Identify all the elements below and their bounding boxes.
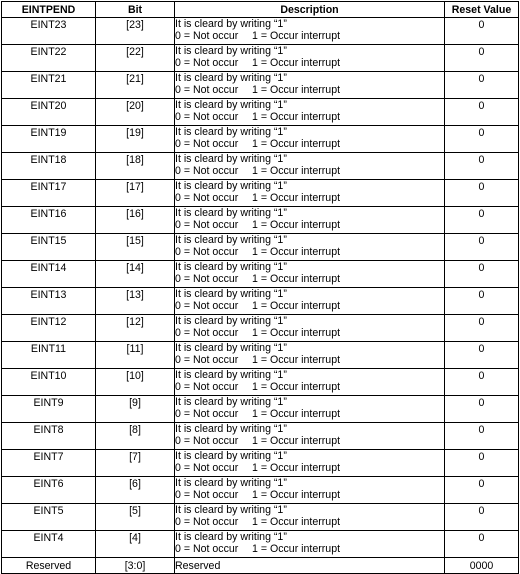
cell-reset-value: 0 [445, 315, 519, 342]
cell-bit: [22] [96, 45, 175, 72]
cell-description [175, 126, 445, 153]
cell-description: Reserved [175, 558, 445, 574]
description-values [175, 300, 444, 312]
cell-name: EINT15 [2, 234, 96, 261]
value-one-text: 1 = Occur interrupt [252, 354, 341, 366]
description-values [175, 30, 444, 42]
cell-description [175, 72, 445, 99]
cell-reset-value: 0 [445, 261, 519, 288]
value-one-text: 1 = Occur interrupt [252, 246, 341, 258]
eintpend-register-table [1, 1, 519, 574]
description-values [175, 111, 444, 123]
description-values [175, 543, 444, 555]
description-values [175, 192, 444, 204]
description-values [175, 354, 444, 366]
cell-reset-value: 0 [445, 504, 519, 531]
cell-reset-value: 0 [445, 207, 519, 234]
cell-bit: [15] [96, 234, 175, 261]
cell-description [175, 18, 445, 45]
value-one-text: 1 = Occur interrupt [252, 300, 341, 312]
cell-description [175, 261, 445, 288]
value-one-text: 1 = Occur interrupt [252, 219, 341, 231]
value-zero-text: 0 = Not occur [175, 408, 239, 420]
value-one-text: 1 = Occur interrupt [252, 84, 341, 96]
cell-description [175, 153, 445, 180]
description-line: It is cleard by writing “1” [175, 450, 287, 462]
value-zero-text: 0 = Not occur [175, 327, 239, 339]
value-zero-text: 0 = Not occur [175, 219, 239, 231]
cell-bit: [14] [96, 261, 175, 288]
cell-name: EINT17 [2, 180, 96, 207]
cell-bit: [18] [96, 153, 175, 180]
cell-name: EINT10 [2, 369, 96, 396]
value-one-text: 1 = Occur interrupt [252, 516, 341, 528]
cell-reset-value: 0 [445, 126, 519, 153]
cell-reset-value: 0 [445, 72, 519, 99]
cell-reset-value: 0 [445, 153, 519, 180]
value-zero-text: 0 = Not occur [175, 543, 239, 555]
table-header-row [2, 2, 519, 18]
header-eintpend: EINTPEND [2, 2, 96, 18]
cell-name: EINT14 [2, 261, 96, 288]
value-zero-text: 0 = Not occur [175, 165, 239, 177]
value-one-text: 1 = Occur interrupt [252, 408, 341, 420]
description-line: It is cleard by writing “1” [175, 423, 287, 435]
cell-reset-value: 0 [445, 369, 519, 396]
cell-reset-value: 0 [445, 477, 519, 504]
table-row [2, 315, 519, 342]
description-values [175, 219, 444, 231]
value-zero-text: 0 = Not occur [175, 84, 239, 96]
description-line: It is cleard by writing “1” [175, 477, 287, 489]
value-one-text: 1 = Occur interrupt [252, 138, 341, 150]
description-values [175, 516, 444, 528]
value-one-text: 1 = Occur interrupt [252, 57, 341, 69]
cell-description [175, 234, 445, 261]
cell-name: EINT6 [2, 477, 96, 504]
table-row [2, 99, 519, 126]
description-line: It is cleard by writing “1” [175, 234, 287, 246]
cell-description [175, 180, 445, 207]
cell-reset-value: 0 [445, 99, 519, 126]
cell-description [175, 531, 445, 558]
value-zero-text: 0 = Not occur [175, 192, 239, 204]
header-reset-value: Reset Value [445, 2, 519, 18]
cell-reset-value: 0 [445, 45, 519, 72]
cell-bit: [23] [96, 18, 175, 45]
cell-bit: [21] [96, 72, 175, 99]
value-one-text: 1 = Occur interrupt [252, 327, 341, 339]
description-values [175, 462, 444, 474]
description-line: It is cleard by writing “1” [175, 45, 287, 57]
description-values [175, 408, 444, 420]
table-row [2, 126, 519, 153]
cell-description [175, 288, 445, 315]
description-values [175, 57, 444, 69]
table-row [2, 153, 519, 180]
table-row [2, 18, 519, 45]
description-line: It is cleard by writing “1” [175, 18, 287, 30]
cell-reset-value: 0 [445, 288, 519, 315]
table-row [2, 180, 519, 207]
cell-description [175, 45, 445, 72]
cell-name: EINT12 [2, 315, 96, 342]
cell-bit: [3:0] [96, 558, 175, 574]
cell-name: EINT5 [2, 504, 96, 531]
value-one-text: 1 = Occur interrupt [252, 192, 341, 204]
cell-description [175, 396, 445, 423]
table-row [2, 531, 519, 558]
cell-description [175, 207, 445, 234]
value-zero-text: 0 = Not occur [175, 354, 239, 366]
description-line: It is cleard by writing “1” [175, 369, 287, 381]
value-one-text: 1 = Occur interrupt [252, 462, 341, 474]
cell-bit: [19] [96, 126, 175, 153]
description-line: It is cleard by writing “1” [175, 207, 287, 219]
table-row [2, 342, 519, 369]
value-zero-text: 0 = Not occur [175, 489, 239, 501]
cell-description [175, 450, 445, 477]
cell-bit: [11] [96, 342, 175, 369]
value-zero-text: 0 = Not occur [175, 273, 239, 285]
table-row [2, 261, 519, 288]
cell-name: Reserved [2, 558, 96, 574]
table-row [2, 234, 519, 261]
table-body [2, 18, 519, 574]
value-zero-text: 0 = Not occur [175, 111, 239, 123]
description-line: It is cleard by writing “1” [175, 396, 287, 408]
cell-bit: [8] [96, 423, 175, 450]
table-row [2, 369, 519, 396]
cell-bit: [12] [96, 315, 175, 342]
cell-name: EINT4 [2, 531, 96, 558]
table-row [2, 450, 519, 477]
value-zero-text: 0 = Not occur [175, 138, 239, 150]
cell-bit: [13] [96, 288, 175, 315]
table-row [2, 45, 519, 72]
cell-name: EINT23 [2, 18, 96, 45]
cell-name: EINT22 [2, 45, 96, 72]
cell-name: EINT9 [2, 396, 96, 423]
cell-name: EINT21 [2, 72, 96, 99]
description-values [175, 138, 444, 150]
cell-bit: [7] [96, 450, 175, 477]
description-line: It is cleard by writing “1” [175, 180, 287, 192]
value-zero-text: 0 = Not occur [175, 462, 239, 474]
value-zero-text: 0 = Not occur [175, 435, 239, 447]
cell-reset-value: 0 [445, 342, 519, 369]
cell-reset-value: 0 [445, 234, 519, 261]
cell-name: EINT13 [2, 288, 96, 315]
description-line: It is cleard by writing “1” [175, 504, 287, 516]
description-values [175, 435, 444, 447]
description-values [175, 246, 444, 258]
header-bit: Bit [96, 2, 175, 18]
table-row [2, 72, 519, 99]
cell-name: EINT20 [2, 99, 96, 126]
description-line: It is cleard by writing “1” [175, 72, 287, 84]
value-one-text: 1 = Occur interrupt [252, 30, 341, 42]
cell-bit: [9] [96, 396, 175, 423]
cell-bit: [6] [96, 477, 175, 504]
cell-name: EINT16 [2, 207, 96, 234]
cell-reset-value: 0 [445, 423, 519, 450]
value-one-text: 1 = Occur interrupt [252, 165, 341, 177]
cell-name: EINT19 [2, 126, 96, 153]
cell-reset-value: 0 [445, 18, 519, 45]
cell-bit: [17] [96, 180, 175, 207]
description-line: It is cleard by writing “1” [175, 261, 287, 273]
table-row [2, 288, 519, 315]
cell-reset-value: 0 [445, 396, 519, 423]
value-zero-text: 0 = Not occur [175, 30, 239, 42]
cell-name: EINT18 [2, 153, 96, 180]
description-line: It is cleard by writing “1” [175, 288, 287, 300]
cell-bit: [5] [96, 504, 175, 531]
description-values [175, 165, 444, 177]
value-one-text: 1 = Occur interrupt [252, 381, 341, 393]
cell-reset-value: 0 [445, 450, 519, 477]
cell-description [175, 99, 445, 126]
cell-description [175, 477, 445, 504]
cell-description [175, 504, 445, 531]
table-row [2, 504, 519, 531]
value-one-text: 1 = Occur interrupt [252, 543, 341, 555]
description-line: It is cleard by writing “1” [175, 99, 287, 111]
description-line: It is cleard by writing “1” [175, 342, 287, 354]
description-line: It is cleard by writing “1” [175, 126, 287, 138]
description-values [175, 273, 444, 285]
cell-reset-value: 0000 [445, 558, 519, 574]
value-zero-text: 0 = Not occur [175, 381, 239, 393]
description-line: It is cleard by writing “1” [175, 531, 287, 543]
cell-name: EINT11 [2, 342, 96, 369]
table-row-reserved [2, 558, 519, 574]
cell-description [175, 369, 445, 396]
table-row [2, 396, 519, 423]
cell-description [175, 342, 445, 369]
description-values [175, 381, 444, 393]
value-one-text: 1 = Occur interrupt [252, 489, 341, 501]
table-row [2, 477, 519, 504]
cell-reset-value: 0 [445, 180, 519, 207]
cell-reset-value: 0 [445, 531, 519, 558]
value-one-text: 1 = Occur interrupt [252, 111, 341, 123]
value-zero-text: 0 = Not occur [175, 57, 239, 69]
description-line: It is cleard by writing “1” [175, 315, 287, 327]
table-row [2, 423, 519, 450]
cell-description [175, 315, 445, 342]
value-one-text: 1 = Occur interrupt [252, 435, 341, 447]
cell-bit: [20] [96, 99, 175, 126]
header-description: Description [175, 2, 445, 18]
cell-bit: [4] [96, 531, 175, 558]
description-values [175, 489, 444, 501]
description-values [175, 327, 444, 339]
table-row [2, 207, 519, 234]
cell-name: EINT8 [2, 423, 96, 450]
cell-bit: [10] [96, 369, 175, 396]
value-zero-text: 0 = Not occur [175, 246, 239, 258]
description-values [175, 84, 444, 96]
description-line: It is cleard by writing “1” [175, 153, 287, 165]
cell-description [175, 423, 445, 450]
cell-bit: [16] [96, 207, 175, 234]
value-zero-text: 0 = Not occur [175, 516, 239, 528]
cell-name: EINT7 [2, 450, 96, 477]
value-zero-text: 0 = Not occur [175, 300, 239, 312]
value-one-text: 1 = Occur interrupt [252, 273, 341, 285]
